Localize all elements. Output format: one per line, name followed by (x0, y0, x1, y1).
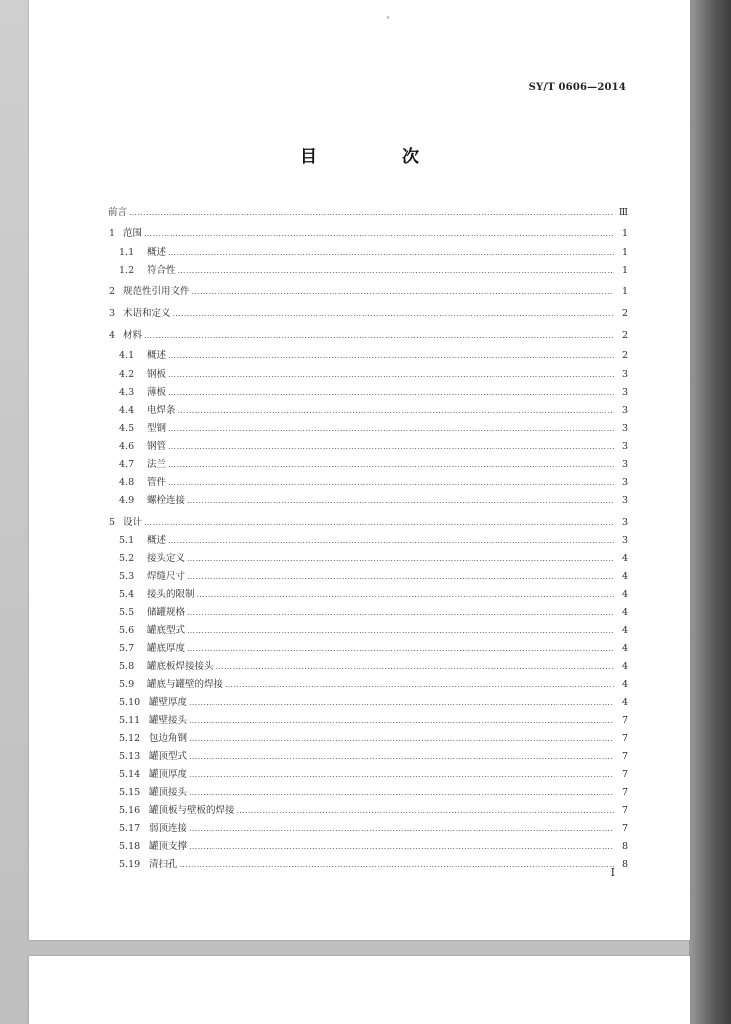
toc-entry-label: 罐底板焊接接头 (147, 661, 214, 672)
toc-entry-page: 3 (621, 369, 628, 380)
toc-entry-label: 规范性引用文件 (123, 286, 190, 297)
toc-entry (119, 534, 628, 548)
scan-speck (387, 16, 389, 19)
toc-leader-dots (168, 349, 614, 363)
toc-entry-page: 4 (621, 643, 628, 654)
toc-entry-number: 5.10 (119, 697, 141, 708)
toc-leader-dots (189, 750, 614, 764)
toc-entry-page: 4 (621, 661, 628, 672)
toc-entry-label: 罐壁接头 (149, 715, 188, 726)
toc-leader-dots (189, 696, 614, 710)
toc-entry-page: 4 (621, 679, 628, 690)
toc-entry-label: 罐顶型式 (149, 751, 188, 762)
toc-entry-number: 5.8 (119, 661, 135, 672)
toc-entry-label: 罐顶支撑 (149, 841, 188, 852)
toc-entry (119, 840, 628, 854)
toc-leader-dots (189, 840, 614, 854)
toc-entry-number: 5.17 (119, 823, 141, 834)
toc-entry-page: 1 (621, 228, 628, 239)
toc-entry-page: 3 (621, 517, 628, 528)
toc-entry (119, 246, 628, 260)
toc-entry-number: 5.5 (119, 607, 135, 618)
toc-entry-label: 螺栓连接 (147, 495, 186, 506)
toc-leader-dots (189, 786, 614, 800)
toc-entry-label: 罐底型式 (147, 625, 186, 636)
toc-entry-number: 1 (109, 228, 116, 239)
toc-leader-dots (192, 285, 614, 299)
toc-leader-dots (144, 329, 614, 343)
page-title: 目 次 (300, 147, 453, 167)
toc-leader-dots (168, 534, 614, 548)
toc-entry (119, 476, 628, 490)
toc-leader-dots (189, 714, 614, 728)
toc-leader-dots (189, 768, 614, 782)
toc-entry (119, 458, 628, 472)
toc-entry-number: 5.16 (119, 805, 141, 816)
toc-entry-number: 5.15 (119, 787, 141, 798)
toc-entry (119, 588, 628, 602)
toc-entry-label: 罐底与罐壁的焊接 (147, 679, 224, 690)
toc-entry (119, 642, 628, 656)
toc-entry-number: 4.3 (119, 387, 135, 398)
toc-entry-page: 2 (621, 330, 628, 341)
toc-entry-number: 4.8 (119, 477, 135, 488)
toc-entry-label: 罐壁厚度 (149, 697, 188, 708)
toc-entry-label: 电焊条 (147, 405, 176, 416)
toc-entry-label: 概述 (147, 535, 167, 546)
toc-entry-label: 术语和定义 (123, 308, 171, 319)
toc-entry-page: 8 (621, 841, 628, 852)
toc-leader-dots (187, 552, 614, 566)
toc-leader-dots (168, 458, 614, 472)
toc-leader-dots (187, 606, 614, 620)
toc-entry-page: 3 (621, 423, 628, 434)
toc-entry-number: 5.19 (119, 859, 141, 870)
toc-entry (109, 285, 628, 299)
toc-entry-page: 3 (621, 535, 628, 546)
toc-entry (119, 804, 628, 818)
toc-entry-label: 符合性 (147, 265, 176, 276)
toc-entry-page: 7 (621, 769, 628, 780)
toc-entry (119, 440, 628, 454)
toc-entry-label: 前言 (108, 207, 128, 218)
toc-entry-label: 型钢 (147, 423, 167, 434)
toc-entry-label: 概述 (147, 247, 167, 258)
toc-entry-page: 4 (621, 589, 628, 600)
toc-entry-number: 5.3 (119, 571, 135, 582)
toc-entry (119, 786, 628, 800)
toc-entry (119, 552, 628, 566)
toc-entry (119, 404, 628, 418)
toc-leader-dots (180, 858, 614, 872)
toc-entry-label: 接头定义 (147, 553, 186, 564)
toc-entry-label: 钢板 (147, 369, 167, 380)
toc-leader-dots (178, 404, 614, 418)
toc-entry-label: 罐底厚度 (147, 643, 186, 654)
toc-leader-dots (168, 476, 614, 490)
toc-entry (109, 307, 628, 321)
toc-entry-number: 5.9 (119, 679, 135, 690)
toc-entry-page: Ⅲ (618, 207, 628, 218)
toc-entry-number: 5.18 (119, 841, 141, 852)
toc-entry-label: 罐顶厚度 (149, 769, 188, 780)
toc-entry-number: 2 (109, 286, 116, 297)
toc-leader-dots (237, 804, 614, 818)
toc-entry (109, 329, 628, 343)
toc-entry-number: 5.2 (119, 553, 135, 564)
toc-entry (119, 678, 628, 692)
toc-entry (119, 349, 628, 363)
toc-entry-page: 4 (621, 697, 628, 708)
toc-entry-label: 管件 (147, 477, 167, 488)
toc-entry-number: 1.2 (119, 265, 135, 276)
toc-leader-dots (187, 642, 614, 656)
toc-entry (119, 768, 628, 782)
toc-entry (108, 206, 628, 220)
toc-leader-dots (187, 570, 614, 584)
toc-entry-page: 3 (621, 387, 628, 398)
toc-entry (109, 516, 628, 530)
toc-entry (119, 570, 628, 584)
document-page (29, 0, 690, 940)
toc-leader-dots (129, 206, 614, 220)
viewer-edge-shadow (689, 0, 731, 1024)
toc-leader-dots (216, 660, 614, 674)
toc-leader-dots (168, 368, 614, 382)
toc-leader-dots (168, 386, 614, 400)
toc-leader-dots (187, 494, 614, 508)
toc-entry-page: 4 (621, 625, 628, 636)
page-number: Ⅰ (610, 866, 615, 879)
toc-entry (119, 494, 628, 508)
toc-entry-number: 4.9 (119, 495, 135, 506)
toc-entry (119, 386, 628, 400)
toc-entry-number: 5.13 (119, 751, 141, 762)
toc-entry-label: 薄板 (147, 387, 167, 398)
toc-entry-page: 3 (621, 477, 628, 488)
toc-entry-label: 设计 (123, 517, 143, 528)
toc-leader-dots (189, 732, 614, 746)
toc-entry-page: 3 (621, 495, 628, 506)
toc-entry-number: 4.7 (119, 459, 135, 470)
toc-entry-page: 8 (621, 859, 628, 870)
toc-entry-label: 法兰 (147, 459, 167, 470)
toc-entry-label: 罐顶接头 (149, 787, 188, 798)
toc-entry-label: 焊缝尺寸 (147, 571, 186, 582)
toc-entry-page: 4 (621, 571, 628, 582)
toc-entry-number: 5.4 (119, 589, 135, 600)
toc-leader-dots (189, 822, 614, 836)
next-document-page (29, 956, 690, 1024)
toc-entry (109, 227, 628, 241)
toc-entry (119, 858, 628, 872)
toc-entry (119, 624, 628, 638)
toc-entry-number: 5.1 (119, 535, 135, 546)
toc-entry-page: 7 (621, 805, 628, 816)
toc-entry-label: 钢管 (147, 441, 167, 452)
toc-leader-dots (168, 440, 614, 454)
toc-entry-number: 4.5 (119, 423, 135, 434)
toc-entry-label: 范围 (123, 228, 143, 239)
toc-leader-dots (178, 264, 614, 278)
toc-entry-number: 4.1 (119, 350, 135, 361)
toc-leader-dots (144, 516, 614, 530)
toc-entry-page: 4 (621, 607, 628, 618)
toc-entry-number: 4.6 (119, 441, 135, 452)
toc-entry-page: 7 (621, 751, 628, 762)
toc-entry (119, 368, 628, 382)
toc-entry-number: 5.11 (119, 715, 141, 726)
toc-entry-number: 4.4 (119, 405, 135, 416)
toc-entry-page: 7 (621, 787, 628, 798)
toc-leader-dots (168, 246, 614, 260)
toc-entry-number: 4.2 (119, 369, 135, 380)
toc-entry-number: 5 (109, 517, 116, 528)
toc-leader-dots (225, 678, 614, 692)
toc-entry-number: 5.7 (119, 643, 135, 654)
toc-entry-label: 概述 (147, 350, 167, 361)
toc-entry-page: 7 (621, 715, 628, 726)
toc-entry-page: 2 (621, 350, 628, 361)
toc-entry-page: 1 (621, 286, 628, 297)
toc-entry-page: 7 (621, 733, 628, 744)
toc-entry (119, 660, 628, 674)
toc-leader-dots (173, 307, 614, 321)
toc-entry-label: 材料 (123, 330, 143, 341)
toc-leader-dots (144, 227, 614, 241)
toc-leader-dots (168, 422, 614, 436)
toc-entry-page: 1 (621, 247, 628, 258)
toc-entry-number: 1.1 (119, 247, 135, 258)
toc-entry-page: 2 (621, 308, 628, 319)
toc-entry-number: 5.14 (119, 769, 141, 780)
toc-entry-number: 5.6 (119, 625, 135, 636)
toc-leader-dots (187, 624, 614, 638)
toc-entry-number: 3 (109, 308, 116, 319)
toc-entry (119, 264, 628, 278)
toc-entry-label: 罐顶板与壁板的焊接 (149, 805, 235, 816)
toc-entry-label: 清扫孔 (149, 859, 178, 870)
standard-code: SY/T 0606—2014 (528, 82, 626, 93)
toc-leader-dots (197, 588, 614, 602)
toc-entry-page: 3 (621, 459, 628, 470)
toc-entry (119, 606, 628, 620)
toc-entry (119, 696, 628, 710)
toc-entry-page: 3 (621, 441, 628, 452)
toc-entry (119, 822, 628, 836)
toc-entry (119, 714, 628, 728)
toc-entry-page: 3 (621, 405, 628, 416)
toc-entry-page: 4 (621, 553, 628, 564)
toc-entry-label: 包边角钢 (149, 733, 188, 744)
toc-entry (119, 750, 628, 764)
toc-entry-number: 4 (109, 330, 116, 341)
toc-entry-page: 1 (621, 265, 628, 276)
toc-entry (119, 732, 628, 746)
toc-entry (119, 422, 628, 436)
toc-entry-label: 储罐规格 (147, 607, 186, 618)
toc-entry-label: 弱顶连接 (149, 823, 188, 834)
toc-entry-number: 5.12 (119, 733, 141, 744)
toc-entry-page: 7 (621, 823, 628, 834)
toc-entry-label: 接头的限制 (147, 589, 195, 600)
